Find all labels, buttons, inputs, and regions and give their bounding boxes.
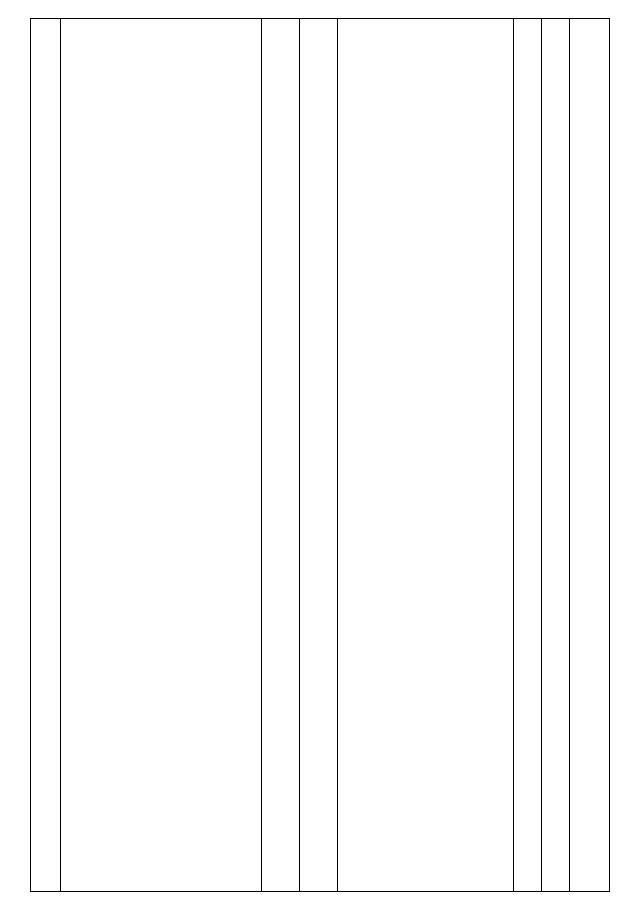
column-divider	[299, 19, 300, 891]
column-divider	[60, 19, 61, 891]
column-divider	[261, 19, 262, 891]
data-table	[30, 18, 610, 892]
column-divider	[513, 19, 514, 891]
column-divider	[569, 19, 570, 891]
column-divider	[541, 19, 542, 891]
column-divider	[337, 19, 338, 891]
